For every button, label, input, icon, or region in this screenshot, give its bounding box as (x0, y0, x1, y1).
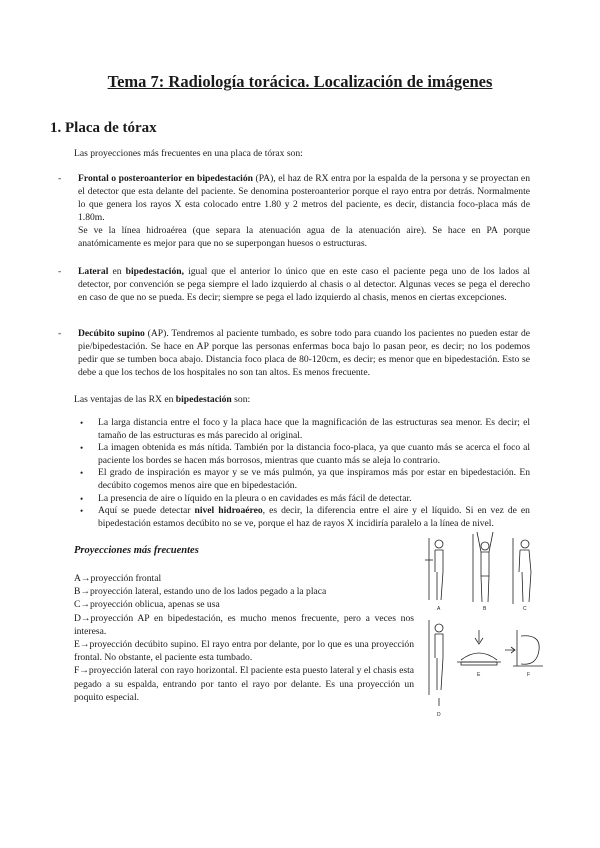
item-lead: Frontal o posteroanterior en bipedestación (78, 173, 253, 184)
item-text: (PA), el haz de RX entra por la espalda de la persona y se proyectan en el detector que esta delante del paciente. Se denomina posteroanterior porque el rayo entra por detrás. Normalmente lo que genera los rayos X esta colocado entre 1.80 y 2 metros del paciente, es decir, distancia foco-placa más de 1.80m. (78, 173, 530, 223)
figure-f (505, 630, 543, 666)
bullet: • (80, 506, 84, 517)
projection-line: B→proyección lateral, estando uno de los lados pegado a la placa (74, 586, 327, 598)
figure-a (425, 538, 443, 600)
item-text: (AP). Tendremos al paciente tumbado, es sobre todo para cuando los pacientes no pueden estar de pie/bipedestación. Se hace en AP porque las personas enfermas boca bajo lo pasan peor, es decir; no los podemos pedir que se tumben boca abajo. Distancia foco placa de 80-120cm, es decir; es menor que en bipedestación. Esto se debe a que los techos de los hospitales no son tan altos. Es menos frecuente. (78, 328, 531, 378)
bullet: • (80, 468, 84, 479)
figure-c (513, 538, 531, 604)
figure-label: B (483, 606, 487, 612)
projections-heading: Proyecciones más frecuentes (74, 545, 199, 556)
figure-label: A (437, 606, 441, 612)
page-title: Tema 7: Radiología torácica. Localización de imágenes (107, 72, 493, 91)
advantages-intro: Las ventajas de las RX en bipedestación son: (74, 394, 251, 405)
dash-marker: - (58, 266, 62, 277)
list-item: • La presencia de aire o líquido en la pleura o en cavidades es más fácil de detectar. (80, 492, 412, 504)
advantages-list (80, 417, 530, 530)
projections-figure (425, 530, 545, 740)
item-text-2: Se ve la línea hidroaérea (que separa la atenuación agua de la atenuación aire). Se hace en PA porque anatómicamente es mejor para que no se superpongan huesos o estructuras. (78, 225, 530, 249)
bullet: • (80, 443, 84, 454)
item-text: igual que el anterior lo único que en este caso el paciente pega uno de los lados al detector, por convención se pega siempre el lado izquierdo al chasis o al detector. Algunas veces se pega el derecho en caso de que no se pueda. Es decir; siempre se pega el lado izquierdo al chasis, menos en ciertas excepciones. (78, 266, 530, 303)
dash-marker: - (58, 173, 62, 184)
projections-list (74, 572, 414, 704)
list-item-frontal (60, 172, 530, 250)
projection-line: E→proyección decúbito supino. El rayo entra por delante, por lo que es una proyección frontal. No obstante, el paciente esta tumbado. (74, 639, 414, 664)
projection-line: A→proyección frontal (74, 573, 162, 584)
item-lead-2: bipedestación, (125, 266, 184, 277)
list-item-decubito (60, 327, 530, 379)
item-lead: Decúbito supino (78, 328, 145, 339)
figure-b (473, 532, 493, 602)
figure-d (429, 620, 443, 706)
figure-e (457, 630, 501, 665)
projection-line: C→proyección oblicua, apenas se usa (74, 599, 220, 611)
list-item: • Aquí se puede detectar nivel hidroaéreo, es decir, la diferencia entre el aire y el líquido. Si en vez de en bipedestación estamos decúbito no se ve, porque el haz de rayos X incidiría paralelo a la línea de nivel. (80, 505, 530, 529)
projection-line: F→proyección lateral con rayo horizontal. El paciente esta puesto lateral y el chasis esta pegado a su espalda, entrando por tanto el rayo por delante. Es una proyección un poquito especial. (74, 665, 414, 703)
bullet: • (80, 418, 84, 428)
list-item: • La imagen obtenida es más nítida. También por la distancia foco-placa, ya que cuanto más se acerca el foco al paciente los bordes se hacen más borrosos, mientras que cuanto más se aleja lo contrario. (80, 442, 530, 466)
figure-label: F (527, 672, 531, 678)
list-item-lateral: - Lateral en bipedestación, igual que el anterior lo único que en este caso el paciente pega uno de los lados al detector, por convención se pega siempre el lado izquierdo al chasis o al detector. Algunas veces se pega el derecho en caso de que no se pueda. Es decir; siempre se pega el lado izquierdo al chasis, menos en ciertas excepciones. (58, 266, 530, 303)
figure-label: C (523, 606, 527, 612)
figure-label: E (477, 672, 481, 678)
list-item: • La larga distancia entre el foco y la placa hace que la magnificación de las estructuras sea menor. Es decir; el tamaño de las estructuras es más parecido al original. (80, 417, 530, 441)
dash-marker: - (58, 328, 62, 339)
item-lead: Lateral (78, 266, 109, 277)
list-item: • El grado de inspiración es mayor y se ve más pulmón, ya que inspiramos más por estar en bipedestación. En decúbito cogemos menos aire que en bipedestación. (80, 467, 530, 491)
section-heading: 1. Placa de tórax (50, 120, 157, 136)
bullet: • (80, 493, 84, 504)
figure-label: D (437, 712, 441, 718)
intro-paragraph: Las proyecciones más frecuentes en una placa de tórax son: (74, 148, 303, 159)
projection-line: D→proyección AP en bipedestación, es mucho menos frecuente, pero a veces nos interesa. (74, 612, 414, 637)
